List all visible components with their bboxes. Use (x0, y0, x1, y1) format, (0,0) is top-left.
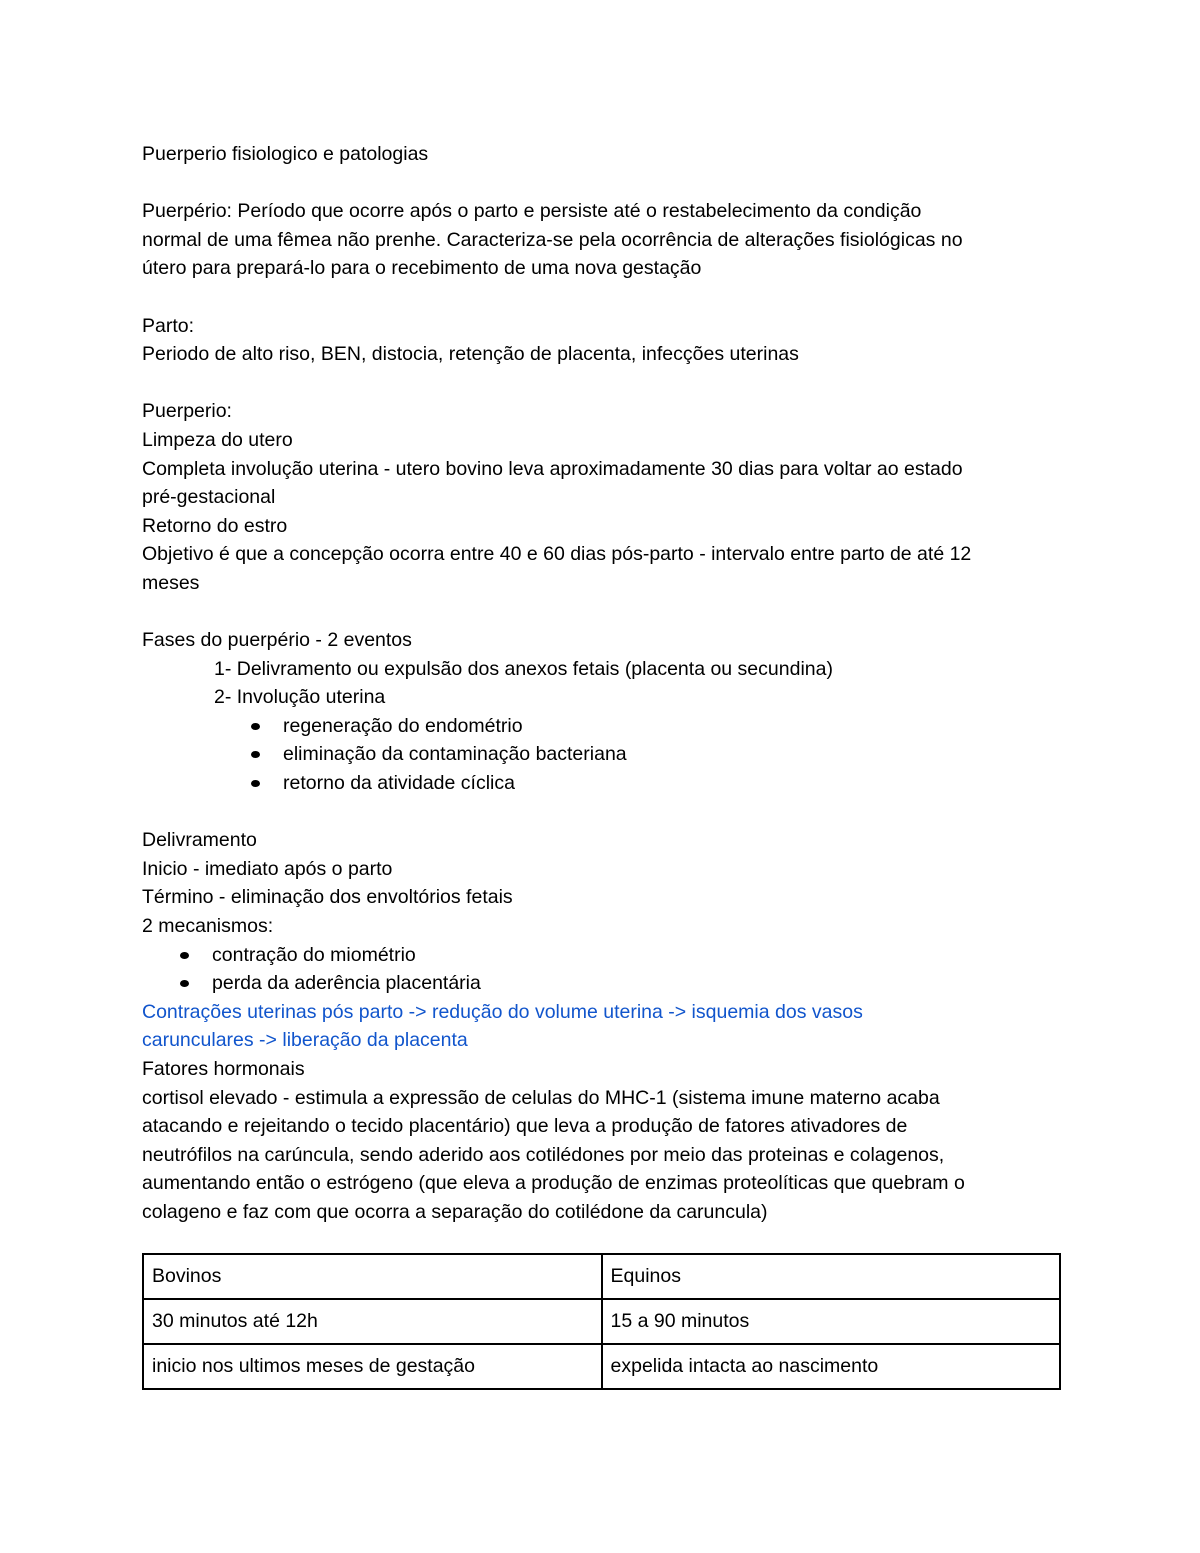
document-body (142, 140, 1067, 1227)
bullet-icon (180, 952, 189, 959)
fases-item-1: 1- Delivramento ou expulsão dos anexos fetais (placenta ou secundina) (214, 657, 833, 680)
puerperio-line: meses (142, 571, 200, 594)
list-item-text: contração do miométrio (212, 943, 416, 966)
fatores-line: colageno e faz com que ocorra a separação do cotilédone da caruncula) (142, 1200, 768, 1223)
fases-item-2: 2- Involução uterina (214, 686, 386, 709)
parto-section (142, 312, 1067, 369)
table-cell: inicio nos ultimos meses de gestação (143, 1344, 602, 1389)
puerperio-heading: Puerperio: (142, 400, 232, 423)
puerperio-line: Retorno do estro (142, 514, 288, 537)
fatores-line: neutrófilos na carúncula, sendo aderido aos cotilédones por meio das proteinas e colagenos, (142, 1143, 945, 1166)
spacer (142, 598, 1067, 627)
definition-line: Puerpério: Período que ocorre após o parto e persiste até o restabelecimento da condição (142, 200, 922, 223)
puerperio-line: pré-gestacional (142, 486, 276, 509)
document-title: Puerperio fisiologico e patologias (142, 143, 429, 165)
fatores-line: atacando e rejeitando o tecido placentário) que leva a produção de fatores ativadores de (142, 1115, 908, 1138)
list-item (142, 969, 1067, 998)
bullet-icon (251, 751, 260, 758)
delivramento-mecanismos: 2 mecanismos: (142, 915, 274, 938)
puerperio-line: Limpeza do utero (142, 428, 293, 451)
parto-heading: Parto: (142, 314, 195, 337)
fases-section (142, 626, 1067, 798)
list-item (142, 740, 1067, 769)
list-item (142, 712, 1067, 741)
definition-line: normal de uma fêmea não prenhe. Caracteriza-se pela ocorrência de alterações fisiológicas no (142, 228, 963, 251)
table-cell: Bovinos (143, 1254, 602, 1299)
table-row (143, 1299, 1060, 1344)
fatores-heading: Fatores hormonais (142, 1058, 305, 1080)
definition-paragraph (142, 197, 1067, 283)
fatores-line: aumentando então o estrógeno (que eleva a produção de enzimas proteolíticas que quebram o (142, 1172, 965, 1195)
involucao-bullet-list (142, 712, 1067, 798)
table-cell: 15 a 90 minutos (602, 1299, 1061, 1344)
list-item (142, 769, 1067, 798)
delivramento-inicio: Inicio - imediato após o parto (142, 857, 393, 880)
list-item (142, 941, 1067, 970)
delivramento-section (142, 826, 1067, 1226)
bullet-icon (251, 780, 260, 787)
spacer (142, 283, 1067, 312)
table-row (143, 1344, 1060, 1389)
fatores-line: cortisol elevado - estimula a expressão de celulas do MHC-1 (sistema imune materno acaba (142, 1086, 940, 1109)
list-item-text: regeneração do endométrio (283, 714, 523, 737)
bullet-icon (251, 723, 260, 730)
puerperio-line: Objetivo é que a concepção ocorra entre 40 e 60 dias pós-parto - intervalo entre parto de até 12 (142, 543, 972, 566)
puerperio-line: Completa involução uterina - utero bovino leva aproximadamente 30 dias para voltar ao estado (142, 457, 963, 480)
parto-text: Periodo de alto riso, BEN, distocia, retenção de placenta, infecções uterinas (142, 343, 799, 366)
definition-line: útero para prepará-lo para o recebimento de uma nova gestação (142, 257, 702, 280)
comparison-table (142, 1253, 1061, 1390)
delivramento-termino: Término - eliminação dos envoltórios fetais (142, 886, 513, 909)
bullet-icon (180, 980, 189, 987)
delivramento-heading: Delivramento (142, 829, 257, 852)
list-item-text: perda da aderência placentária (212, 972, 481, 995)
spacer (142, 169, 1067, 198)
table-cell: 30 minutos até 12h (143, 1299, 602, 1344)
table-cell: Equinos (602, 1254, 1061, 1299)
list-item-text: eliminação da contaminação bacteriana (283, 743, 627, 766)
blue-highlight-line: Contrações uterinas pós parto -> redução do volume uterina -> isquemia dos vasos (142, 1000, 863, 1023)
blue-highlight-line: carunculares -> liberação da placenta (142, 1029, 468, 1052)
spacer (142, 798, 1067, 827)
mecanismos-bullet-list (142, 941, 1067, 998)
fases-heading: Fases do puerpério - 2 eventos (142, 629, 412, 652)
spacer (142, 369, 1067, 398)
table-row (143, 1254, 1060, 1299)
puerperio-section (142, 397, 1067, 597)
list-item-text: retorno da atividade cíclica (283, 772, 515, 795)
table-cell: expelida intacta ao nascimento (602, 1344, 1061, 1389)
